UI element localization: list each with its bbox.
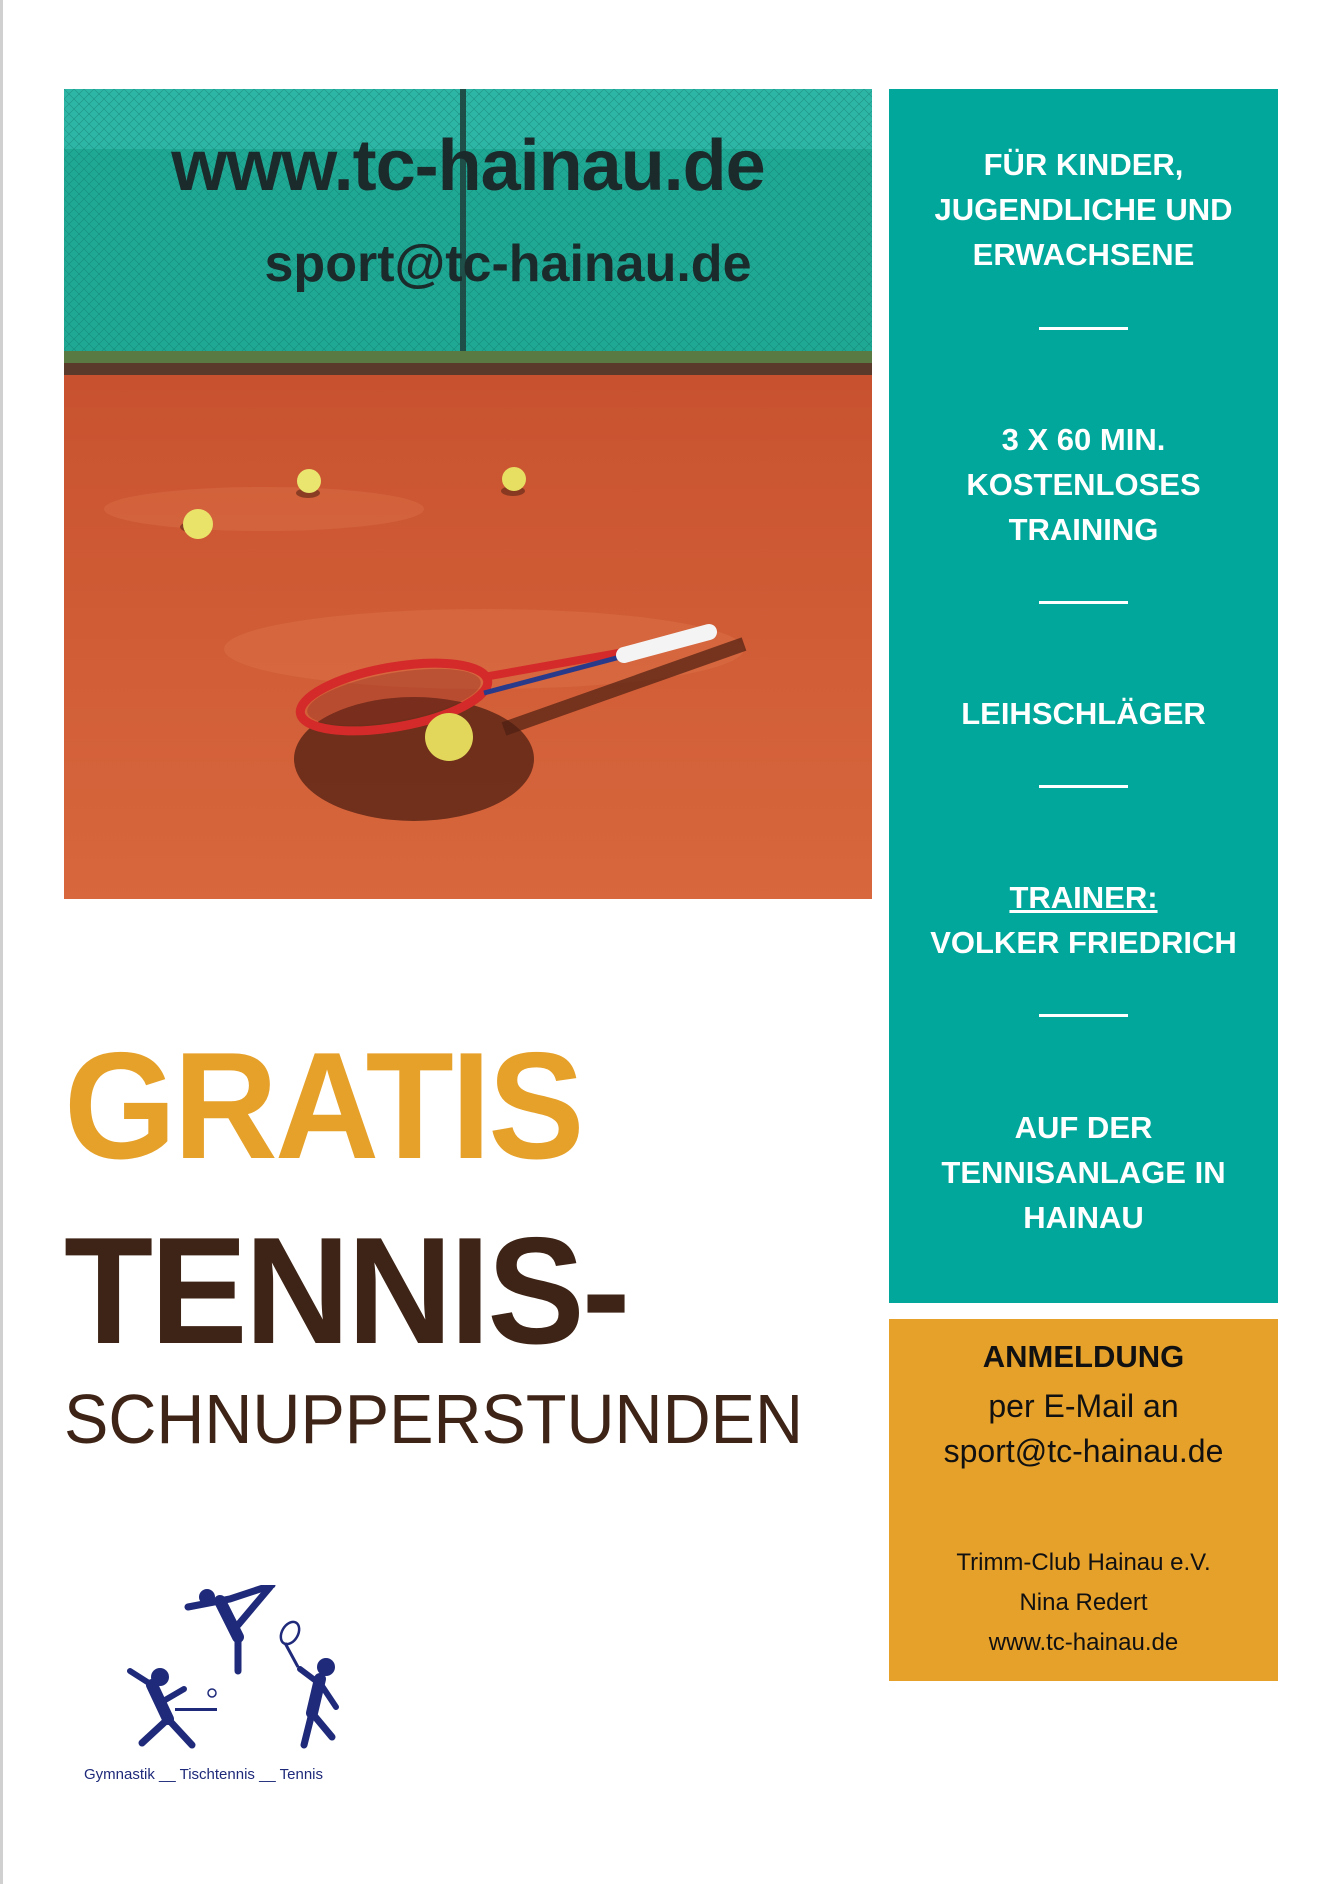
training-line: KOSTENLOSES: [966, 467, 1201, 502]
rackets-info: LEIHSCHLÄGER: [961, 696, 1206, 731]
separator: [1039, 601, 1128, 604]
audience-line: JUGENDLICHE UND: [934, 192, 1233, 227]
club-logo: [80, 1585, 370, 1785]
training-line: TRAINING: [1008, 512, 1159, 547]
registration-instruction: per E-Mail an: [988, 1388, 1179, 1424]
info-panel: [889, 89, 1278, 1303]
registration-email[interactable]: sport@tc-hainau.de: [943, 1433, 1224, 1469]
training-line: 3 X 60 MIN.: [1001, 422, 1166, 457]
table-tennis-figure-icon: [130, 1668, 217, 1745]
audience-line: FÜR KINDER,: [983, 147, 1184, 182]
headline-schnupperstunden: SCHNUPPERSTUNDEN: [64, 1380, 803, 1458]
separator: [1039, 785, 1128, 788]
tennis-court-photo: [64, 89, 872, 899]
contact-name: Nina Redert: [1019, 1589, 1148, 1616]
headline-tennis: TENNIS-: [64, 1206, 628, 1376]
trainer-info: [889, 875, 1278, 965]
registration-title: ANMELDUNG: [982, 1339, 1185, 1374]
logo-caption: Gymnastik __ Tischtennis __ Tennis: [84, 1766, 324, 1783]
separator: [1039, 1014, 1128, 1017]
club-name: Trimm-Club Hainau e.V.: [956, 1549, 1211, 1576]
club-website[interactable]: www.tc-hainau.de: [988, 1629, 1179, 1656]
location-line: AUF DER: [1014, 1110, 1153, 1145]
separator: [1039, 327, 1128, 330]
registration-panel: [889, 1319, 1278, 1681]
banner-email-text: sport@tc-hainau.de: [264, 235, 752, 293]
location-info: [889, 1105, 1278, 1240]
tennis-figure-icon: [277, 1619, 336, 1745]
page-edge: [0, 0, 3, 1884]
audience-info: [889, 142, 1278, 277]
location-line: TENNISANLAGE IN: [941, 1155, 1226, 1190]
audience-line: ERWACHSENE: [972, 237, 1195, 272]
trainer-name: VOLKER FRIEDRICH: [930, 925, 1237, 960]
gymnastics-figure-icon: [188, 1585, 272, 1671]
trainer-label: TRAINER:: [1009, 880, 1158, 915]
headline-gratis: GRATIS: [64, 1021, 582, 1191]
location-line: HAINAU: [1023, 1200, 1144, 1235]
training-info: [889, 417, 1278, 552]
banner-url-text: www.tc-hainau.de: [171, 126, 765, 206]
